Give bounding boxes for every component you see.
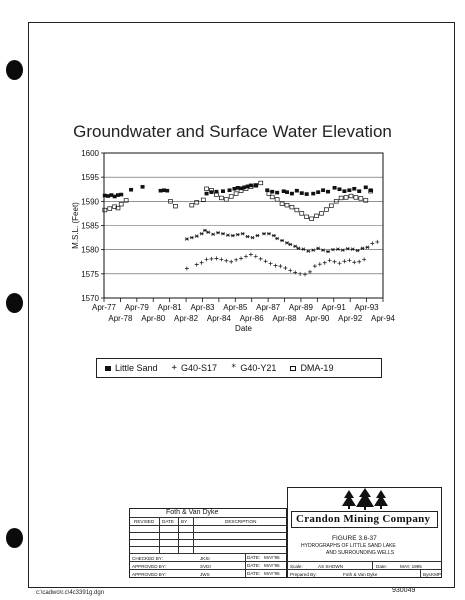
data-point-g40-y21 [331,248,335,251]
data-point-g40-s17 [244,254,248,258]
date-value: MAY, 1995 [400,564,422,569]
x-tick-label: Apr-78 [108,314,133,323]
data-point-g40-s17 [328,258,332,262]
data-point-g40-s17 [229,260,233,264]
data-point-g40-s17 [209,257,213,261]
x-axis-label: Date [235,324,252,333]
legend-label: G40-S17 [180,363,217,373]
divider [129,569,287,570]
x-tick-label: Apr-86 [239,314,264,323]
data-point-g40-y21 [301,248,305,251]
data-point-g40-y21 [267,232,271,235]
approved-by-value: SVDI [200,564,211,569]
data-point-little-sand [333,186,337,190]
data-point-g40-s17 [362,257,366,261]
data-point-little-sand [221,189,225,193]
data-point-g40-y21 [255,234,259,237]
plus-icon: + [171,362,177,373]
pine-trees-logo [340,488,390,510]
data-point-dma-19 [234,192,238,196]
asterisk-icon: * [230,362,237,373]
approved-by-value-2: JWS [200,572,210,577]
firm-name: Foth & Van Dyke [166,509,219,516]
data-point-little-sand [165,189,169,193]
x-tick-label: Apr-88 [272,314,297,323]
data-point-g40-y21 [280,239,284,242]
data-point-g40-s17 [264,259,268,263]
x-tick-label: Apr-89 [288,303,313,312]
data-point-g40-y21 [221,232,225,235]
data-point-little-sand [141,185,145,189]
y-tick-label: 1575 [81,269,99,279]
binder-hole-bottom [6,528,23,548]
data-point-g40-y21 [241,232,245,235]
data-point-g40-y21 [190,236,194,239]
x-tick-label: Apr-91 [321,303,346,312]
data-point-little-sand [285,190,289,194]
data-point-g40-s17 [342,259,346,263]
data-point-little-sand [311,192,315,196]
data-point-g40-y21 [211,233,215,236]
data-point-g40-y21 [316,247,320,250]
data-point-little-sand [228,188,232,192]
data-point-dma-19 [205,187,209,191]
legend-item-g40-y21 [231,363,276,373]
data-point-g40-s17 [370,241,374,245]
data-point-g40-s17 [323,261,327,265]
legend-item-little-sand [105,363,158,373]
data-point-dma-19 [329,204,333,208]
data-point-g40-s17 [338,261,342,265]
data-point-g40-y21 [195,235,199,238]
divider [287,569,442,570]
data-point-g40-s17 [214,256,218,260]
data-point-dma-19 [300,212,304,216]
x-tick-label: Apr-87 [256,303,281,312]
y-tick-label: 1590 [81,197,99,207]
data-point-little-sand [316,190,320,194]
data-point-g40-s17 [308,270,312,274]
data-point-g40-s17 [278,264,282,268]
data-point-dma-19 [349,194,353,198]
data-point-g40-y21 [336,248,340,251]
checked-date-label: DATE: [247,555,261,560]
x-tick-label: Apr-94 [370,314,396,323]
data-point-g40-y21 [321,249,325,252]
x-tick-label: Apr-85 [223,303,248,312]
prepared-by-value: Foth & Van Dyke [343,572,378,577]
data-point-dma-19 [119,202,123,206]
open-square-icon [290,366,296,371]
data-point-g40-s17 [352,260,356,264]
data-point-little-sand [290,192,294,196]
approved-date-label-2: DATE: [247,571,261,576]
y-axis-label: M.S.L. (Feet) [71,202,80,249]
data-point-g40-s17 [205,257,209,261]
divider [129,553,287,554]
data-point-g40-s17 [185,267,189,271]
x-tick-label: Apr-84 [206,314,231,323]
data-point-little-sand [305,192,309,196]
data-point-g40-y21 [275,237,279,240]
by-header: BY [181,519,188,524]
divider [193,517,194,553]
x-tick-label: Apr-93 [354,303,379,312]
chart-legend [96,358,382,378]
divider [129,517,287,518]
data-point-g40-s17 [249,253,253,257]
checked-by-value: JKSI [200,556,210,561]
checked-date-value: MAY'95 [264,555,280,560]
data-point-little-sand [364,186,368,190]
data-point-g40-s17 [239,256,243,260]
data-point-g40-s17 [357,260,361,264]
data-point-g40-s17 [333,260,337,264]
legend-item-dma-19 [290,363,333,373]
prepared-by-label: Prepared By: [290,572,317,577]
data-point-g40-y21 [203,229,207,232]
file-path: c:\cadwo\r.c\4c3391g.dgn [36,590,105,596]
divider [178,517,179,553]
date-label: Date: [376,564,387,569]
data-point-g40-y21 [296,247,300,250]
data-point-g40-y21 [206,231,210,234]
data-point-dma-19 [173,204,177,208]
approved-by-label: APPROVED BY: [132,564,166,569]
data-point-dma-19 [224,198,228,202]
data-point-g40-y21 [185,238,189,241]
bys-label: Bys [423,572,431,577]
data-point-g40-y21 [288,243,292,246]
data-point-little-sand [205,192,209,196]
data-point-g40-s17 [288,268,292,272]
y-tick-label: 1585 [81,221,99,231]
scale-value: AS SHOWN [318,564,344,569]
divider [129,525,287,526]
data-point-g40-y21 [200,232,204,235]
data-point-little-sand [338,187,342,191]
data-point-dma-19 [310,217,314,221]
data-point-g40-y21 [251,236,255,239]
data-point-little-sand [129,188,133,192]
data-point-g40-y21 [293,245,297,248]
x-tick-label: Apr-82 [174,314,199,323]
approved-date-value-2: MAY'95 [264,571,280,576]
data-point-dma-19 [280,202,284,206]
data-point-g40-y21 [272,234,276,237]
data-point-g40-s17 [234,258,238,262]
data-point-dma-19 [285,203,289,207]
data-point-dma-19 [354,196,358,200]
data-point-little-sand [326,190,330,194]
data-point-g40-s17 [259,257,263,261]
revised-header: REVISED [134,519,155,524]
x-tick-label: Apr-83 [190,303,215,312]
data-point-g40-s17 [313,264,317,268]
data-point-g40-y21 [341,249,345,252]
data-point-dma-19 [229,195,233,199]
legend-label: G40-Y21 [240,363,277,373]
company-name: Crandon Mining Company [296,513,431,525]
figure-number: FIGURE 3.6-37 [332,535,377,542]
x-tick-label: Apr-80 [141,314,166,323]
legend-item-g40-s17 [172,363,217,373]
data-point-little-sand [357,189,361,193]
data-point-g40-s17 [375,240,379,244]
data-point-g40-s17 [303,272,307,276]
data-point-dma-19 [339,196,343,200]
data-point-dma-19 [219,196,223,200]
legend-label: DMA-19 [300,363,334,373]
data-point-little-sand [275,191,279,195]
divider [287,561,442,562]
data-point-g40-s17 [254,254,258,258]
data-point-little-sand [321,188,325,192]
data-point-dma-19 [324,208,328,212]
data-point-dma-19 [190,203,194,207]
approved-by-label-2: APPROVED BY: [132,572,166,577]
y-tick-label: 1570 [81,294,99,303]
data-point-g40-y21 [360,247,364,250]
data-point-g40-y21 [216,231,220,234]
data-point-g40-y21 [306,250,310,253]
y-tick-label: 1600 [81,149,99,158]
x-tick-label: Apr-92 [338,314,363,323]
x-tick-label: Apr-81 [157,303,182,312]
data-point-g40-s17 [318,262,322,266]
date-header: DATE [162,519,174,524]
document-number: 930049 [392,587,416,594]
data-point-g40-y21 [365,246,369,249]
divider [159,517,160,553]
filled-square-icon [105,366,111,371]
divider [420,569,421,578]
figure-caption-line2: AND SURROUNDING WELLS [326,550,395,556]
data-point-g40-s17 [200,261,204,265]
divider [129,546,287,547]
data-point-g40-s17 [219,257,223,261]
data-point-little-sand [347,188,351,192]
data-point-little-sand [342,189,346,193]
data-point-dma-19 [103,208,107,212]
chart-title: Groundwater and Surface Water Elevation [73,122,392,141]
bys-value: KMP [431,572,441,577]
data-point-dma-19 [359,197,363,201]
data-point-little-sand [295,189,299,193]
data-point-little-sand [300,191,304,195]
data-point-dma-19 [290,205,294,209]
approved-date-value: MAY'95 [264,563,280,568]
checked-by-label: CHECKED BY: [132,556,163,561]
data-point-g40-s17 [274,264,278,268]
divider [372,561,373,569]
data-point-dma-19 [275,198,279,202]
y-tick-label: 1595 [81,173,99,183]
figure-caption-line1: HYDROGRAPHS OF LITTLE SAND LAKE [301,543,396,549]
data-point-g40-s17 [347,258,351,262]
data-point-g40-s17 [269,262,273,266]
divider [129,561,287,562]
divider [129,539,287,540]
scale-label: Scale: [290,564,303,569]
divider [129,532,287,533]
data-point-g40-y21 [285,241,289,244]
data-point-little-sand [119,193,123,197]
data-point-dma-19 [259,181,263,185]
data-point-g40-y21 [226,234,230,237]
data-point-dma-19 [108,207,112,211]
data-point-dma-19 [295,208,299,212]
data-point-dma-19 [305,215,309,219]
data-point-g40-s17 [195,263,199,267]
data-point-little-sand [254,184,258,188]
legend-label: Little Sand [115,363,158,373]
description-header: DESCRIPTION [225,519,257,524]
data-point-g40-y21 [231,234,235,237]
y-tick-label: 1580 [81,245,99,255]
data-point-dma-19 [315,214,319,218]
approved-date-label: DATE: [247,563,261,568]
data-point-g40-s17 [298,272,302,276]
data-point-g40-s17 [283,266,287,270]
data-point-g40-y21 [236,233,240,236]
data-point-g40-s17 [224,259,228,263]
data-point-g40-y21 [311,249,315,252]
divider [245,553,246,578]
data-point-little-sand [352,187,356,191]
data-point-g40-y21 [326,250,330,253]
x-tick-label: Apr-79 [124,303,149,312]
data-point-g40-y21 [262,232,266,235]
data-point-little-sand [369,188,373,192]
data-point-g40-y21 [351,248,355,251]
data-point-g40-y21 [246,235,250,238]
data-point-dma-19 [319,212,323,216]
x-tick-label: Apr-77 [91,303,117,312]
x-tick-label: Apr-90 [305,314,330,323]
data-point-dma-19 [344,196,348,200]
